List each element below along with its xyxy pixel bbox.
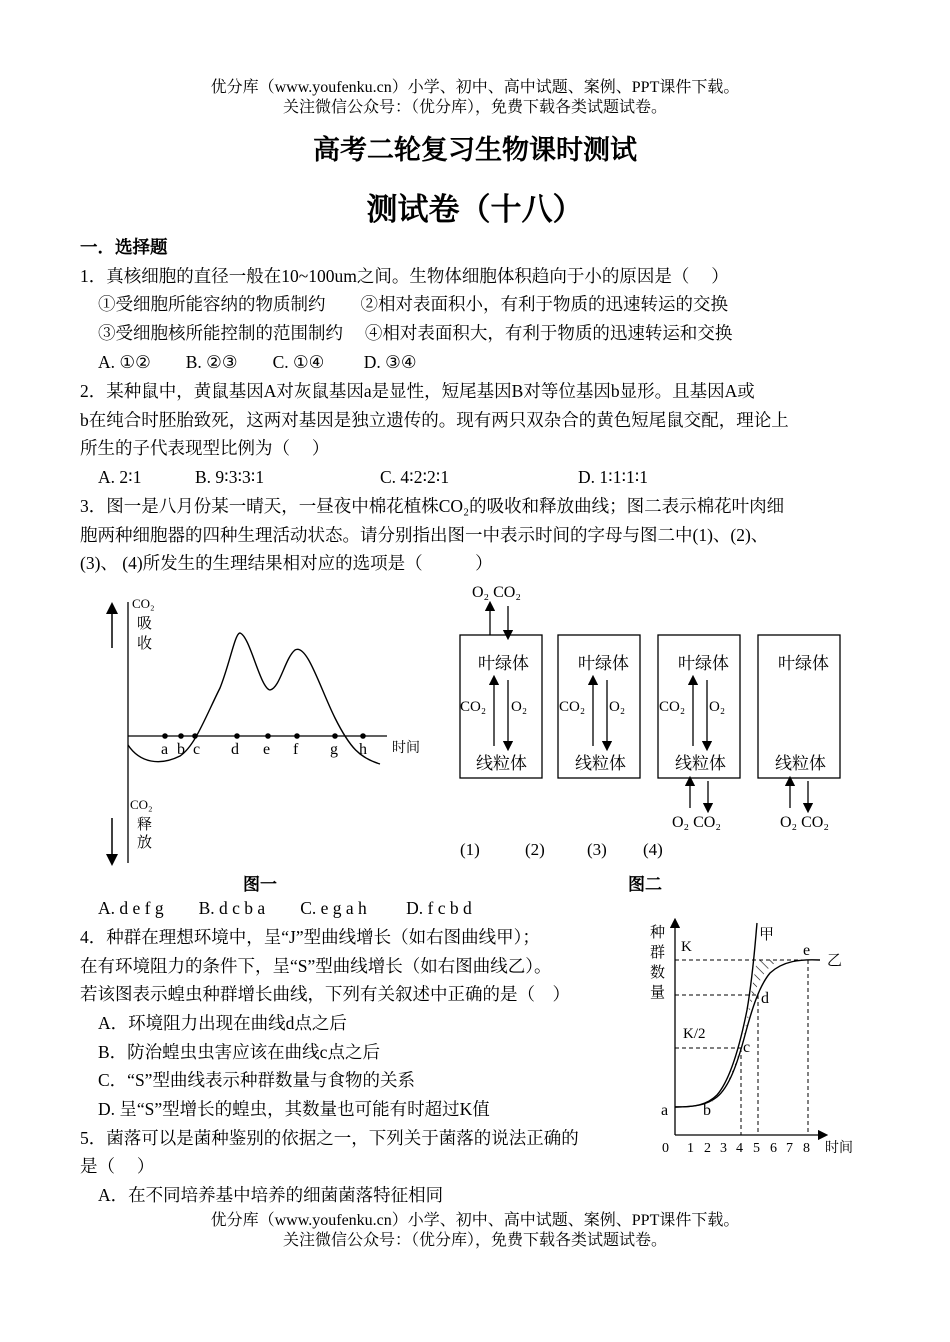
fig3-tick-8: 8 (803, 1141, 810, 1156)
fig1-dot-f (294, 733, 300, 739)
q3-line-3: (3)、 (4)所发生的生理结果相对应的选项是（ ） (80, 553, 493, 573)
header-line-1: 优分库（www.youfenku.cn）小学、初中、高中试题、案例、PPT课件下载。 (210, 79, 740, 96)
fig3-k-label: K (681, 939, 692, 955)
q5-option-a: A．在不同培养基中培养的细菌菌落特征相同 (98, 1185, 444, 1205)
fig3-point-b: b (703, 1102, 711, 1119)
fig1-caption: 图一 (243, 875, 277, 894)
q4-option-c: C．“S”型曲线表示种群数量与食物的关系 (98, 1070, 415, 1090)
fig3-tick-0: 0 (662, 1141, 669, 1156)
fig1-bottom-label-shi: 释 (137, 817, 153, 833)
q2-choice-a: A. 2∶1 (98, 467, 142, 487)
q1-options-34: ③受细胞核所能控制的范围制约 ④相对表面积大，有利于物质的迅速转运和交换 (98, 323, 733, 343)
fig2-label-1: (1) (460, 840, 480, 859)
fig2-box2-chloroplast: 叶绿体 (578, 654, 629, 673)
fig1-dot-a (162, 733, 168, 739)
fig1-point-d: d (231, 741, 239, 758)
fig1-top-label-shou: 收 (137, 636, 153, 652)
fig2-box3-o2: O₂ (709, 699, 726, 715)
fig1-top-label-xi: 吸 (137, 616, 153, 632)
fig2-box3-bottom-gases: O₂ CO₂ (672, 814, 721, 831)
q4-option-b: B．防治蝗虫虫害应该在曲线c点之后 (98, 1042, 380, 1062)
fig3-curve-j-label: 甲 (759, 927, 775, 943)
fig3-tick-5: 5 (753, 1141, 760, 1156)
fig3-point-e: e (803, 942, 811, 959)
fig1-point-f: f (293, 741, 299, 758)
fig3-y-label-2: 群 (650, 945, 666, 961)
fig3-y-label-4: 量 (650, 985, 666, 1001)
fig2-label-4: (4) (643, 840, 663, 859)
fig2-box4-mitochondrion: 线粒体 (775, 754, 826, 773)
fig1-dot-g (332, 733, 338, 739)
fig1-bottom-label-co2: CO₂ (130, 797, 153, 812)
fig2-box4-bottom-gases: O₂ CO₂ (780, 814, 829, 831)
q5-line-1: 5．菌落可以是菌种鉴别的依据之一，下列关于菌落的说法正确的 (80, 1128, 579, 1148)
fig3-point-a: a (661, 1102, 669, 1119)
page-subtitle: 测试卷（十八） (366, 192, 584, 227)
footer-line-2: 关注微信公众号：（优分库），免费下载各类试题试卷。 (282, 1232, 667, 1249)
fig3-k2-label: K/2 (683, 1026, 706, 1042)
q2-choice-d: D. 1∶1∶1∶1 (578, 467, 649, 487)
fig3-tick-4: 4 (736, 1141, 743, 1156)
fig1-point-a: a (161, 741, 169, 758)
page-title: 高考二轮复习生物课时测试 (313, 135, 637, 165)
fig2-box3-co2: CO₂ (659, 699, 686, 715)
q2-line-2: b在纯合时胚胎致死，这两对基因是独立遗传的。现有两只双杂合的黄色短尾鼠交配，理论上 (80, 410, 789, 430)
figure-3-population-growth (645, 915, 870, 1160)
fig1-point-h: h (359, 741, 367, 758)
q4-line-3: 若该图表示蝗虫种群增长曲线，下列有关叙述中正确的是（ ） (80, 984, 570, 1004)
fig3-y-label-1: 种 (650, 925, 666, 941)
fig3-x-label: 时间 (825, 1141, 853, 1156)
fig2-box1-o2: O₂ (511, 699, 528, 715)
q1-options-12: ①受细胞所能容纳的物质制约 ②相对表面积小，有利于物质的迅速转运的交换 (98, 294, 728, 314)
fig1-x-label: 时间 (392, 741, 420, 756)
q5-line-2: 是（ ） (80, 1156, 155, 1176)
footer-line-1: 优分库（www.youfenku.cn）小学、初中、高中试题、案例、PPT课件下载。 (210, 1212, 740, 1229)
fig2-top-gases: O₂ CO₂ (472, 584, 521, 601)
figure-1-co2-curve (95, 588, 445, 898)
header-line-2: 关注微信公众号：（优分库），免费下载各类试题试卷。 (282, 99, 667, 116)
q3-line-2: 胞两种细胞器的四种生理活动状态。请分别指出图一中表示时间的字母与图二中(1)、(2)、 (80, 525, 769, 545)
q2-line-3: 所生的子代表现型比例为（ ） (80, 438, 330, 458)
fig1-bottom-label-fang: 放 (137, 835, 153, 851)
fig2-label-2: (2) (525, 840, 545, 859)
fig2-box2-co2: CO₂ (559, 699, 586, 715)
fig3-y-label-3: 数 (650, 965, 666, 981)
fig1-point-c: c (193, 741, 201, 758)
q2-line-1: 2．某种鼠中，黄鼠基因A对灰鼠基因a是显性，短尾基因B对等位基因b显形。且基因A或 (80, 381, 755, 401)
fig1-dot-b (178, 733, 184, 739)
fig1-dot-c (192, 733, 198, 739)
fig3-environmental-resistance-area (707, 960, 780, 1105)
q4-line-1: 4．种群在理想环境中，呈“J”型曲线增长（如右图曲线甲）； (80, 927, 540, 947)
fig2-label-3: (3) (587, 840, 607, 859)
fig2-box3-chloroplast: 叶绿体 (678, 654, 729, 673)
fig1-point-b: b (177, 741, 185, 758)
fig3-tick-3: 3 (720, 1141, 727, 1156)
fig3-curve-s-label: 乙 (827, 953, 843, 969)
fig1-point-e: e (263, 741, 271, 758)
fig2-box4-chloroplast: 叶绿体 (778, 654, 829, 673)
fig3-tick-1: 1 (687, 1141, 694, 1156)
q2-choice-c: C. 4∶2∶2∶1 (380, 467, 450, 487)
fig2-box2-mitochondrion: 线粒体 (575, 754, 626, 773)
fig3-point-d: d (761, 990, 769, 1007)
fig2-box3-mitochondrion: 线粒体 (675, 754, 726, 773)
fig1-dot-h (360, 733, 366, 739)
fig1-point-g: g (330, 741, 338, 758)
fig1-dot-e (265, 733, 271, 739)
figure-2-organelles (450, 578, 870, 898)
fig3-tick-2: 2 (704, 1141, 711, 1156)
fig1-dot-d (234, 733, 240, 739)
section-heading: 一．选择题 (80, 237, 168, 257)
q4-line-2: 在有环境阻力的条件下，呈“S”型曲线增长（如右图曲线乙）。 (80, 956, 552, 976)
q1-choices: A. ①② B. ②③ C. ①④ D. ③④ (98, 352, 417, 372)
fig3-tick-7: 7 (786, 1141, 793, 1156)
fig3-point-c: c (743, 1039, 751, 1056)
fig3-tick-6: 6 (770, 1141, 777, 1156)
q2-choice-b: B. 9∶3∶3∶1 (195, 467, 265, 487)
fig2-box1-mitochondrion: 线粒体 (476, 754, 527, 773)
q4-option-a: A．环境阻力出现在曲线d点之后 (98, 1013, 347, 1033)
q3-choices: A. d e f g B. d c b a C. e g a h D. f c b d (98, 898, 472, 918)
q1-stem: 1．真核细胞的直径一般在10~100um之间。生物体细胞体积趋向于小的原因是（ ） (80, 266, 729, 286)
fig2-box2-o2: O₂ (609, 699, 626, 715)
q3-line-1: 3．图一是八月份某一晴天，一昼夜中棉花植株CO₂的吸收和释放曲线；图二表示棉花叶肉细 (80, 496, 785, 516)
fig1-top-label-co2: CO₂ (132, 596, 155, 611)
fig2-box1-co2: CO₂ (460, 699, 487, 715)
fig2-box1-chloroplast: 叶绿体 (478, 654, 529, 673)
q4-option-d: D. 呈“S”型增长的蝗虫，其数量也可能有时超过K值 (98, 1099, 490, 1119)
fig2-caption: 图二 (628, 875, 662, 894)
